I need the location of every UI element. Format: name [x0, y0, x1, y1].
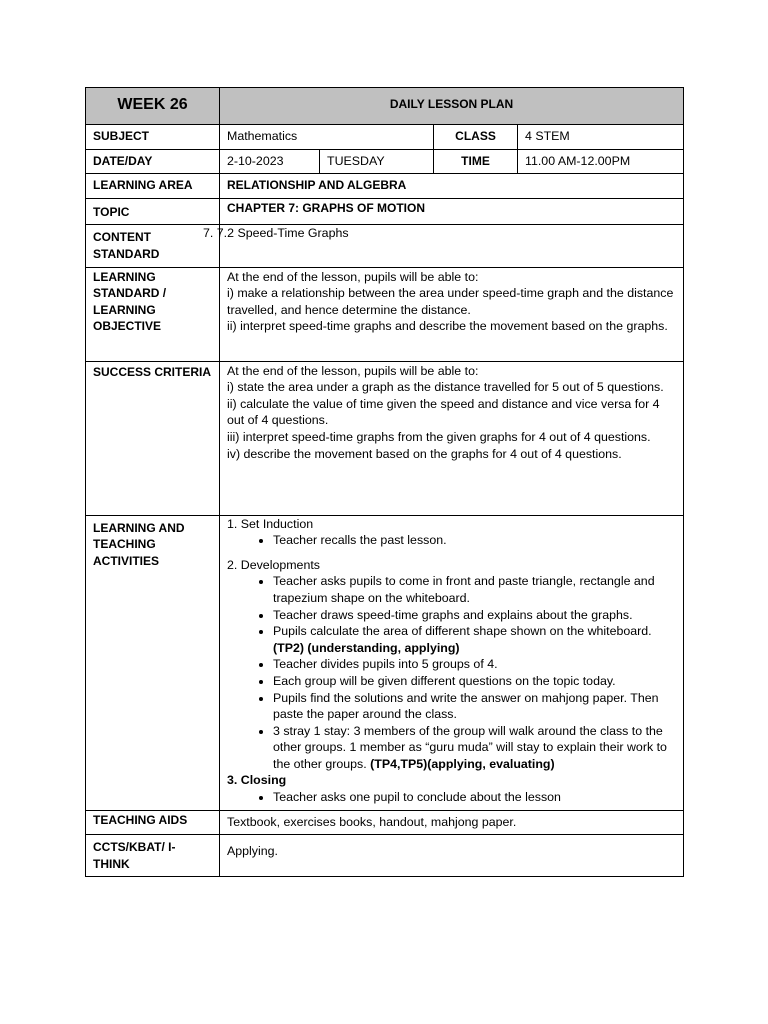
learning-objective-intro: At the end of the lesson, pupils will be able to: [227, 269, 479, 284]
learning-objective-item: i) make a relationship between the area under speed-time graph and the distance travelled, and hence determine the distance. [227, 286, 674, 317]
success-criteria-cell [220, 361, 684, 515]
teaching-aids-label: TEACHING AIDS [86, 810, 220, 835]
subject-row [86, 125, 684, 150]
topic-value: CHAPTER 7: GRAPHS OF MOTION [220, 198, 684, 225]
success-criteria-item: iv) describe the movement based on the graphs for 4 out of 4 questions. [227, 446, 622, 461]
learning-objective-item: ii) interpret speed-time graphs and describe the movement based on the graphs. [227, 319, 668, 334]
learning-objective-row [86, 267, 684, 361]
content-standard-row [86, 225, 684, 267]
success-criteria-item: ii) calculate the value of time given the speed and distance and vice versa for 4 out of 4 questions. [227, 396, 660, 428]
success-criteria-item: i) state the area under a graph as the distance travelled for 5 out of 5 questions. [227, 380, 664, 395]
lesson-plan-table [85, 87, 684, 877]
content-standard-label: CONTENT STANDARD [86, 225, 220, 267]
ccts-value: Applying. [220, 835, 684, 877]
developments-list [227, 573, 676, 772]
topic-label: TOPIC [86, 198, 220, 225]
learning-area-label: LEARNING AREA [86, 174, 220, 199]
week-label: WEEK 26 [86, 88, 220, 125]
time-value: 11.00 AM-12.00PM [518, 149, 684, 174]
day-value: TUESDAY [320, 149, 434, 174]
plan-title: DAILY LESSON PLAN [220, 88, 684, 125]
activities-label: LEARNING AND TEACHING ACTIVITIES [86, 515, 220, 810]
success-criteria-intro: At the end of the lesson, pupils will be able to: [227, 363, 479, 378]
list-item: • Teacher asks pupils to come in front and paste triangle, rectangle and trapezium shape on the whiteboard. [273, 573, 676, 606]
list-item: • Teacher recalls the past lesson. [273, 532, 676, 549]
success-criteria-item: iii) interpret speed-time graphs from the given graphs for 4 out of 4 questions. [227, 429, 651, 444]
learning-objective-label: LEARNING STANDARD / LEARNING OBJECTIVE [86, 267, 220, 361]
date-value: 2-10-2023 [220, 149, 320, 174]
learning-objective-cell [220, 267, 684, 361]
tp45-tag: (TP4,TP5)(applying, evaluating) [370, 756, 555, 771]
header-row [86, 88, 684, 125]
ccts-label: CCTS/KBAT/ I-THINK [86, 835, 220, 877]
date-label: DATE/DAY [86, 149, 220, 174]
success-criteria-label: SUCCESS CRITERIA [86, 361, 220, 515]
class-label: CLASS [434, 125, 518, 150]
list-item: • Teacher draws speed-time graphs and explains about the graphs. [273, 607, 676, 624]
activities-row [86, 515, 684, 810]
activities-cell [220, 515, 684, 810]
closing-list [227, 789, 676, 806]
success-criteria-row [86, 361, 684, 515]
date-row [86, 149, 684, 174]
subject-value: Mathematics [220, 125, 434, 150]
class-value: 4 STEM [518, 125, 684, 150]
learning-area-value: RELATIONSHIP AND ALGEBRA [220, 174, 684, 199]
topic-row [86, 198, 684, 225]
content-standard-cell [203, 225, 684, 267]
content-standard-value: 7. 7.2 Speed-Time Graphs [203, 226, 349, 241]
list-item: • Teacher divides pupils into 5 groups of 4. [273, 656, 676, 673]
ccts-row [86, 835, 684, 877]
tp2-tag: (TP2) (understanding, applying) [273, 640, 460, 655]
list-item-text: Pupils calculate the area of different shape shown on the whiteboard. [273, 624, 652, 639]
teaching-aids-value: Textbook, exercises books, handout, mahjong paper. [220, 810, 684, 835]
list-item: • Pupils find the solutions and write the answer on mahjong paper. Then paste the paper around the class. [273, 690, 676, 723]
closing-title: 3. Closing [227, 773, 287, 788]
developments-title: 2. Developments [227, 557, 320, 572]
list-item [273, 623, 676, 656]
time-label: TIME [434, 149, 518, 174]
list-item: • Each group will be given different questions on the topic today. [273, 673, 676, 690]
learning-area-row [86, 174, 684, 199]
list-item-text: 3 stray 1 stay: 3 members of the group will walk around the class to the other groups. 1 member as “guru muda” will stay to explain their work to the other groups. [273, 723, 667, 771]
teaching-aids-row [86, 810, 684, 835]
set-induction-list [227, 532, 676, 549]
list-item [273, 723, 676, 773]
subject-label: SUBJECT [86, 125, 220, 150]
list-item: • Teacher asks one pupil to conclude about the lesson [273, 789, 676, 806]
set-induction-title: 1. Set Induction [227, 516, 314, 531]
